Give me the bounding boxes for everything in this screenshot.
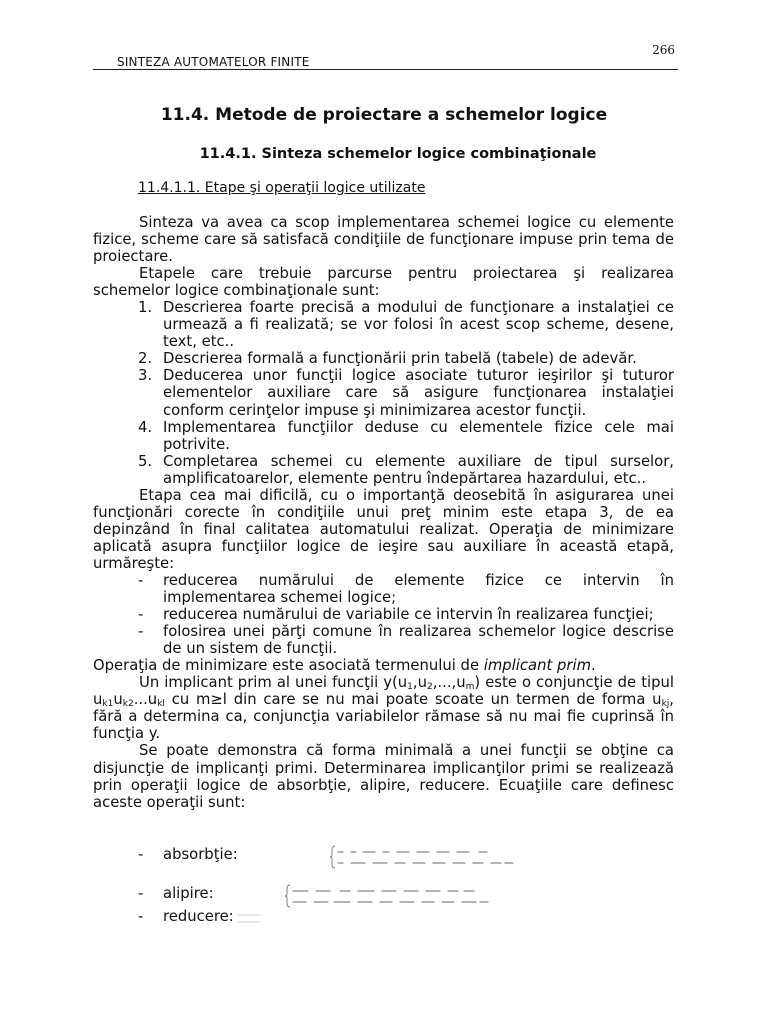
list-item [93,299,674,350]
list-item [93,623,674,657]
operation-label: alipire: [163,885,214,902]
list-item-text: Deducerea unor funcţii logice asociate tuturor ieşirilor şi tuturor elementelor auxiliare care să asigure funcţionarea instalaţiei conform cerinţelor impuse şi minimizarea acestor funcţii. [163,367,674,419]
section-heading: 11.4. Metode de proiectare a schemelor logice [160,105,608,125]
paragraph-prime-implicant-definition: Un implicant prim al unei funcţii $y(u_1,u_2,...,u_m)$ este o conjuncţie de tipul $u_{k1}u_{k2}...u_{kl}$ cu m≥l din care se nu mai poate scoate un termen de forma $u_{kj}$, fără a determina ca, conjuncţia variabilelor rămase să nu mai fie cuprinsă în funcţia y. [93,674,674,743]
term-implicant-prim: implicant prim [483,657,591,675]
list-item-text: Completarea schemei cu elemente auxiliare de tipul surselor, amplificatoarelor, elemente pentru îndepărtarea hazardului, etc.. [163,452,674,487]
merging-equation [284,883,494,909]
operation-alipire [138,885,214,902]
absorbtion-equation [329,844,519,870]
list-item-text: Descrierea formală a funcţionării prin tabelă (tabele) de adevăr. [163,350,637,368]
list-marker: - [138,571,144,589]
list-item-text: folosirea unei părţi comune în realizarea schemelor logice descrise de un sistem de funcţii. [163,623,674,658]
list-marker: 3. [138,367,153,385]
list-item-text: reducerea numărului de elemente fizice ce intervin în implementarea schemei logice; [163,571,674,607]
reduction-equation [236,912,264,926]
list-item [93,350,674,367]
paragraph-difficult-stage: Etapa cea mai dificilă, cu o importanţă deosebită în asigurarea unei funcţionări corecte în condiţiile unui preţ minim este etapa 3, de ea depinzând în final calitatea automatului realizat. Operaţia de minimizare aplicată asupra funcţiilor logice de ieşire sau auxiliare în această etapă, urmăreşte: [93,486,674,572]
goals-list [93,572,674,657]
list-item-text: Implementarea funcţiilor deduse cu elementele fizice cele mai potrivite. [163,418,674,453]
steps-list [93,299,674,487]
running-header: SINTEZA AUTOMATELOR FINITE [117,55,310,69]
header-rule [93,69,678,70]
list-marker: - [138,908,144,925]
list-item-text: reducerea numărului de variabile ce intervin în realizarea funcţiei; [163,606,654,624]
operation-reducere [138,908,234,925]
list-marker: - [138,885,144,902]
list-marker: - [138,623,144,641]
list-marker: 2. [138,350,153,368]
subsubsection-heading: 11.4.1.1. Etape şi operaţii logice utilizate [138,180,426,196]
subsection-heading: 11.4.1. Sinteza schemelor logice combinaţionale [199,146,597,162]
operation-label: reducere: [163,908,234,925]
paragraph-intro: Sinteza va avea ca scop implementarea schemei logice cu elemente fizice, scheme care să satisfacă condiţiile de funcţionare impuse prin tema de proiectare. [93,214,674,266]
list-marker: 5. [138,452,153,470]
page-number: 266 [652,43,675,57]
list-marker: - [138,846,144,863]
list-item [93,367,674,418]
paragraph-prime-implicant-intro: Operaţia de minimizare este asociată termenului de implicant prim. [93,657,596,675]
body-text [93,214,674,811]
list-item [93,453,674,487]
paragraph-minimal-form: Se poate demonstra că forma minimală a unei funcţii se obţine ca disjuncţie de implicanţi primi. Determinarea implicanţilor primi se realizează prin operaţii logice de absorbţie, alipire, reducere. Ecuaţiile care definesc aceste operaţii sunt: [93,742,674,811]
list-marker: - [138,606,144,624]
operation-label: absorbţie: [163,846,238,863]
paragraph-steps-intro: Etapele care trebuie parcurse pentru proiectarea şi realizarea schemelor logice combinaţionale sunt: [93,265,674,300]
list-marker: 1. [138,299,153,317]
operation-absorbtie [138,846,238,863]
list-item [93,419,674,453]
list-marker: 4. [138,418,153,436]
list-item [93,606,674,623]
list-item-text: Descrierea foarte precisă a modului de funcţionare a instalaţiei ce urmează a fi realizată; se vor folosi în acest scop scheme, desene, text, etc.. [163,299,674,351]
list-item [93,572,674,606]
